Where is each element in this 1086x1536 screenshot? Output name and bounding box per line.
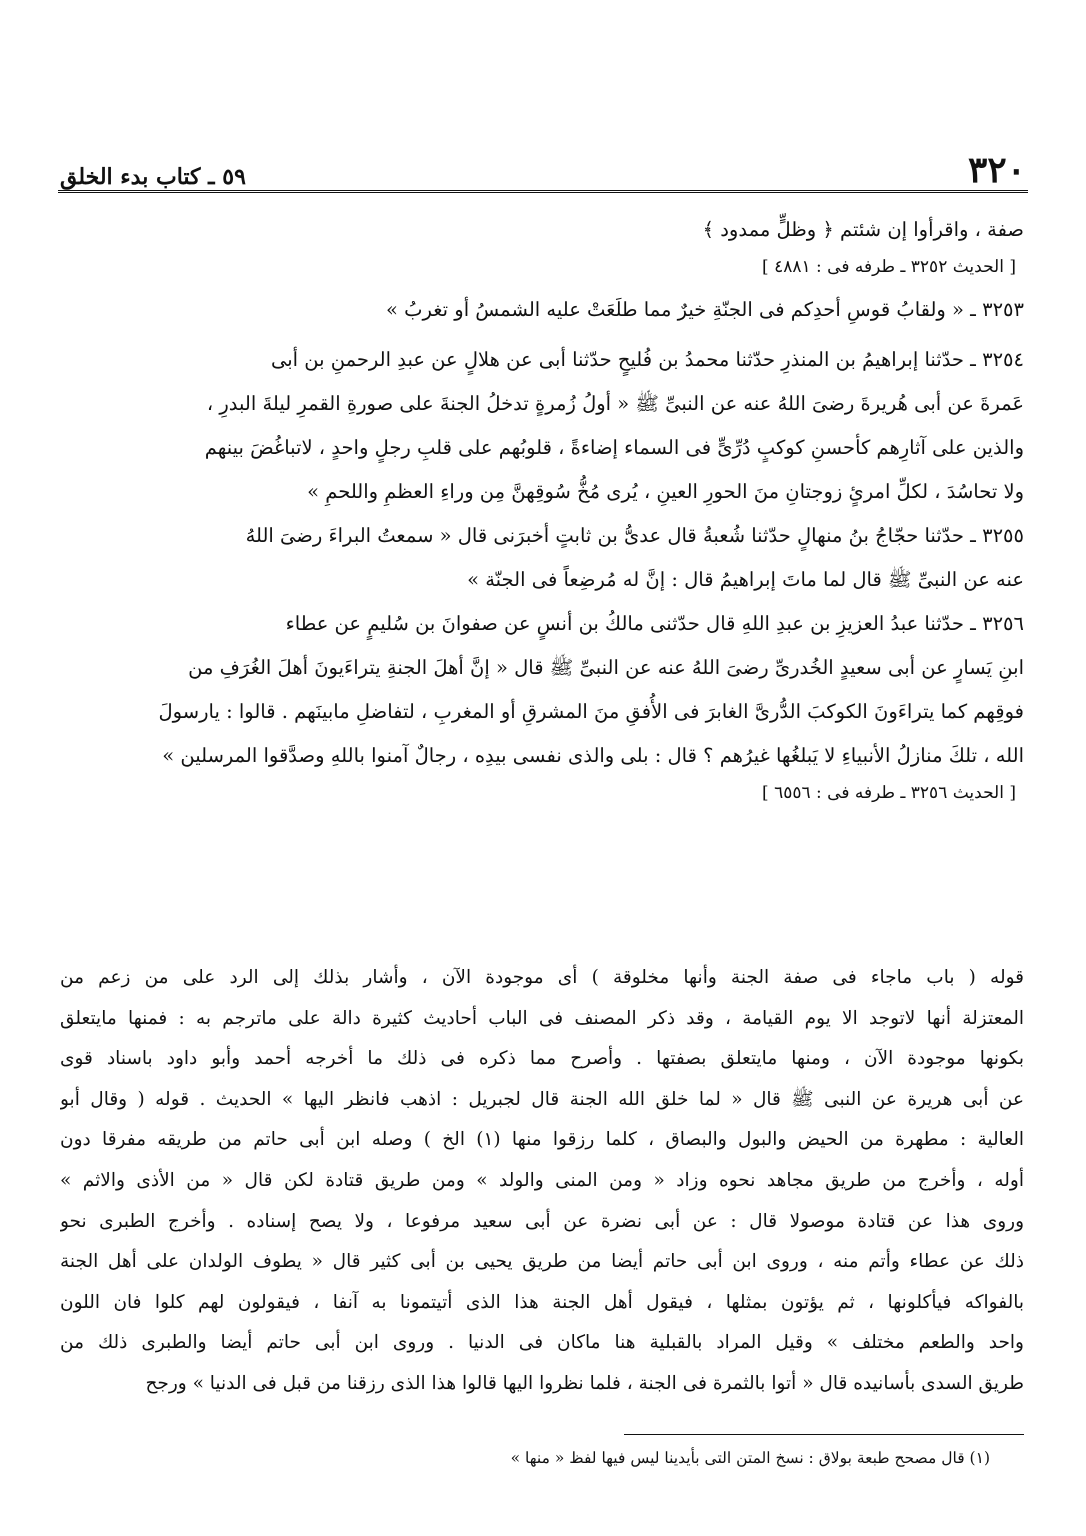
- commentary-line: قوله ( باب ماجاء فى صفة الجنة وأنها مخلوقة ) أى موجودة الآن ، وأشار بذلك إلى الرد على من زعم من: [60, 967, 1024, 988]
- hadith-line: ٣٢٥٦ ـ حدّثنا عبدُ العزيزِ بن عبدِ اللهِ قال حدّثنى مالكُ بن أنسٍ عن صفوانَ بن سُليمٍ عن عطاء: [285, 612, 1024, 635]
- page-header: [60, 138, 1026, 191]
- hadith-line: صفة ، واقرأوا إن شئتم ﴿ وظلٍّ ممدود ﴾: [702, 218, 1024, 241]
- hadith-line: عَمرةَ عن أبى هُريرةَ رضىَ اللهُ عنه عن النبىِّ ﷺ « أولُ زُمرةٍ تدخلُ الجنةَ على صورةِ القمرِ ليلةَ البدرِ ،: [206, 392, 1024, 415]
- hadith-section: [66, 208, 1024, 808]
- hadith-line: الله ، تلكَ منازلُ الأنبياءِ لا يَبلغُها غيرُهم ؟ قال : بلى والذى نفسى بيدِه ، رجالٌ آمنوا باللهِ وصدَّقوا المرسلين »: [162, 744, 1024, 767]
- commentary-section: [60, 958, 1024, 1405]
- commentary-line: المعتزلة أنها لاتوجد الا يوم القيامة ، وقد ذكر المصنف فى الباب أحاديث كثيرة دالة على ماترجم به : فمنها مايتعلق: [60, 1007, 1024, 1029]
- footnote-divider: [624, 1434, 1024, 1435]
- commentary-line: وروى هذا عن قتادة موصولا قال : عن أبى نضرة عن أبى سعيد مرفوعا ، ولا يصح إسناده . وأخرج الطبرى نحو: [60, 1210, 1024, 1232]
- hadith-line: ٣٢٥٥ ـ حدّثنا حجّاجُ بنُ منهالٍ حدّثنا شُعبةُ قال عدىُّ بن ثابتٍ أخبرَنى قال « سمعتُ البراءَ رضىَ اللهُ: [245, 524, 1024, 547]
- commentary-line: عن أبى هريرة عن النبى ﷺ قال « لما خلق الله الجنة قال لجبريل : اذهب فانظر اليها » الحديث . قوله ( وقال أبو: [60, 1088, 1024, 1110]
- footnote: (١) قال مصحح طبعة بولاق : نسخ المتن التى بأيدينا ليس فيها لفظ « منها »: [510, 1449, 990, 1467]
- commentary-line: بالفواكه فيأكلونها ، ثم يؤتون بمثلها ، فيقول أهل الجنة هذا الذى أتيتمونا به آنفا ، فيقولون لهم كلوا فان اللون: [60, 1291, 1024, 1313]
- hadith-line: عنه عن النبىِّ ﷺ قال لما ماتَ إبراهيمُ قال : إنَّ له مُرضِعاً فى الجنّة »: [467, 568, 1024, 591]
- header-divider: [58, 190, 1028, 193]
- hadith-line: ٣٢٥٣ ـ « ولقابُ قوسِ أحدِكم فى الجنّةِ خيرٌ مما طلَعَتْ عليه الشمسُ أو تغربُ »: [386, 298, 1024, 321]
- hadith-reference: [ الحديث ٣٢٥٢ ـ طرفه فى : ٤٨٨١ ]: [762, 257, 1016, 277]
- hadith-line: ابنِ يَسارٍ عن أبى سعيدٍ الخُدرىِّ رضىَ اللهُ عنه عن النبىِّ ﷺ قال « إنَّ أهلَ الجنةِ يتراءَيونَ أهلَ الغُرَفِ من: [188, 656, 1024, 679]
- page-number: ٣٢٠: [967, 149, 1026, 191]
- commentary-line: واحد والطعم مختلف » وقيل المراد بالقبلية هنا ماكان فى الدنيا . وروى ابن أبى حاتم أيضا والطبرى ذلك من: [60, 1332, 1024, 1354]
- commentary-line: أوله ، وأخرج من طريق مجاهد نحوه وزاد « ومن المنى والولد » ومن طريق قتادة لكن قال « من الأذى والاثم »: [60, 1169, 1024, 1191]
- commentary-line: ذلك عن عطاء وأتم منه ، وروى ابن أبى حاتم أيضا من طريق يحيى بن أبى كثير قال « يطوف الولدان على أهل الجنة: [60, 1251, 1024, 1273]
- hadith-line: ولا تحاسُدَ ، لكلِّ امرئٍ زوجتانِ منَ الحورِ العينِ ، يُرى مُخُّ سُوقِهنَّ مِن وراءِ العظمِ واللحمِ »: [307, 480, 1024, 503]
- commentary-line: العالية : مطهرة من الحيض والبول والبصاق ، كلما رزقوا منها (١) الخ ) وصله ابن أبى حاتم من طريقه مفرقا دون: [60, 1129, 1024, 1151]
- hadith-line: فوقِهم كما يتراءَونَ الكوكبَ الدُّرىَّ الغابرَ فى الأُفقِ منَ المشرقِ أو المغربِ ، لتفاضلِ مابينَهم . قالوا : يارسولَ: [158, 700, 1024, 723]
- hadith-reference: [ الحديث ٣٢٥٦ ـ طرفه فى : ٦٥٥٦ ]: [762, 783, 1016, 803]
- hadith-line: ٣٢٥٤ ـ حدّثنا إبراهيمُ بن المنذرِ حدّثنا محمدُ بن فُليحٍ حدّثنا أبى عن هلالٍ عن عبدِ الرحمنِ بن أبى: [270, 348, 1024, 371]
- commentary-line: بكونها موجودة الآن ، ومنها مايتعلق بصفتها . وأصرح مما ذكره فى ذلك ما أخرجه أحمد وأبو داود باسناد قوى: [60, 1048, 1024, 1070]
- commentary-line: طريق السدى بأسانيده قال « أتوا بالثمرة فى الجنة ، فلما نظروا اليها قالوا هذا الذى رزقنا من قبل فى الدنيا » ورجح: [145, 1372, 1024, 1394]
- hadith-line: والذين على آثارِهم كأحسنِ كوكبٍ دُرِّىٍّ فى السماء إضاءةً ، قلوبُهم على قلبِ رجلٍ واحدٍ ، لاتباغُضَ بينهم: [204, 436, 1024, 459]
- running-title: ٥٩ ـ كتاب بدء الخلق: [60, 164, 246, 190]
